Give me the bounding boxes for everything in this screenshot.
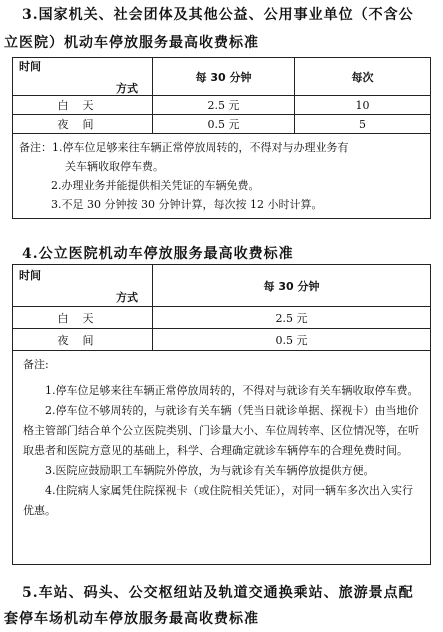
header-type-label: 方式: [116, 290, 138, 304]
note-paragraph: 3.医院应鼓励职工车辆院外停放，为与就诊有关车辆停放提供方便。: [45, 464, 375, 477]
row-label-day: 白天: [13, 307, 153, 329]
diagonal-header-cell: [13, 265, 153, 307]
night-per-time-value: 5: [295, 115, 431, 134]
day-per-30-value: 2.5 元: [153, 307, 431, 329]
header-per-30-min: 每 30 分钟: [153, 58, 295, 96]
header-per-30-min: 每 30 分钟: [153, 265, 431, 307]
day-per-time-value: 10: [295, 96, 431, 115]
section-4-heading: 4.公立医院机动车停放服务最高收费标准: [22, 246, 294, 262]
section-3-heading-line1: 3.国家机关、社会团体及其他公益、公用事业单位（不含公: [22, 7, 414, 23]
section-3-notes: [13, 134, 431, 219]
section-3-heading-line2: 立医院）机动车停放服务最高收费标准: [4, 35, 259, 51]
section-4-notes: [13, 351, 431, 565]
section-3-fee-table: [12, 57, 431, 219]
notes-title: 备注:: [23, 358, 49, 371]
note-paragraph: 4.住院病人家属凭住院探视卡（或住院相关凭证），对同一辆车多次出入实行优惠。: [23, 484, 413, 517]
day-per-30-value: 2.5 元: [153, 96, 295, 115]
section-4-fee-table: [12, 264, 431, 565]
row-label-night: 夜间: [13, 329, 153, 351]
diagonal-header-cell: [13, 58, 153, 96]
row-label-night: 夜间: [13, 115, 153, 134]
note-line: 备注：1.停车位足够来往车辆正常停放周转的，不得对与办理业务有: [19, 141, 349, 154]
header-per-time: 每次: [295, 58, 431, 96]
row-label-day: 白天: [13, 96, 153, 115]
section-5-heading-line1: 5.车站、码头、公交枢纽站及轨道交通换乘站、旅游景点配: [22, 585, 414, 601]
header-time-label: 时间: [19, 59, 41, 73]
night-per-30-value: 0.5 元: [153, 115, 295, 134]
header-type-label: 方式: [116, 81, 138, 95]
section-5-heading-line2: 套停车场机动车停放服务最高收费标准: [4, 611, 259, 627]
note-line: 2.办理业务并能提供相关凭证的车辆免费。: [51, 179, 260, 192]
note-line: 关车辆收取停车费。: [65, 160, 164, 173]
note-paragraph: 1.停车位足够来往车辆正常停放周转的，不得对与就诊有关车辆收取停车费。: [45, 384, 419, 397]
night-per-30-value: 0.5 元: [153, 329, 431, 351]
header-time-label: 时间: [19, 268, 41, 282]
note-paragraph: 2.停车位不够周转的，与就诊有关车辆（凭当日就诊单据、探视卡）由当地价格主管部门结合单个公立医院类别、门诊量大小、车位周转率、区位情况等，在听取患者和医院方意见的基础上，科学、合理确定就诊车辆停车的合理免费时间。: [23, 404, 419, 457]
note-line: 3.不足 30 分钟按 30 分钟计算，每次按 12 小时计算。: [51, 198, 323, 211]
